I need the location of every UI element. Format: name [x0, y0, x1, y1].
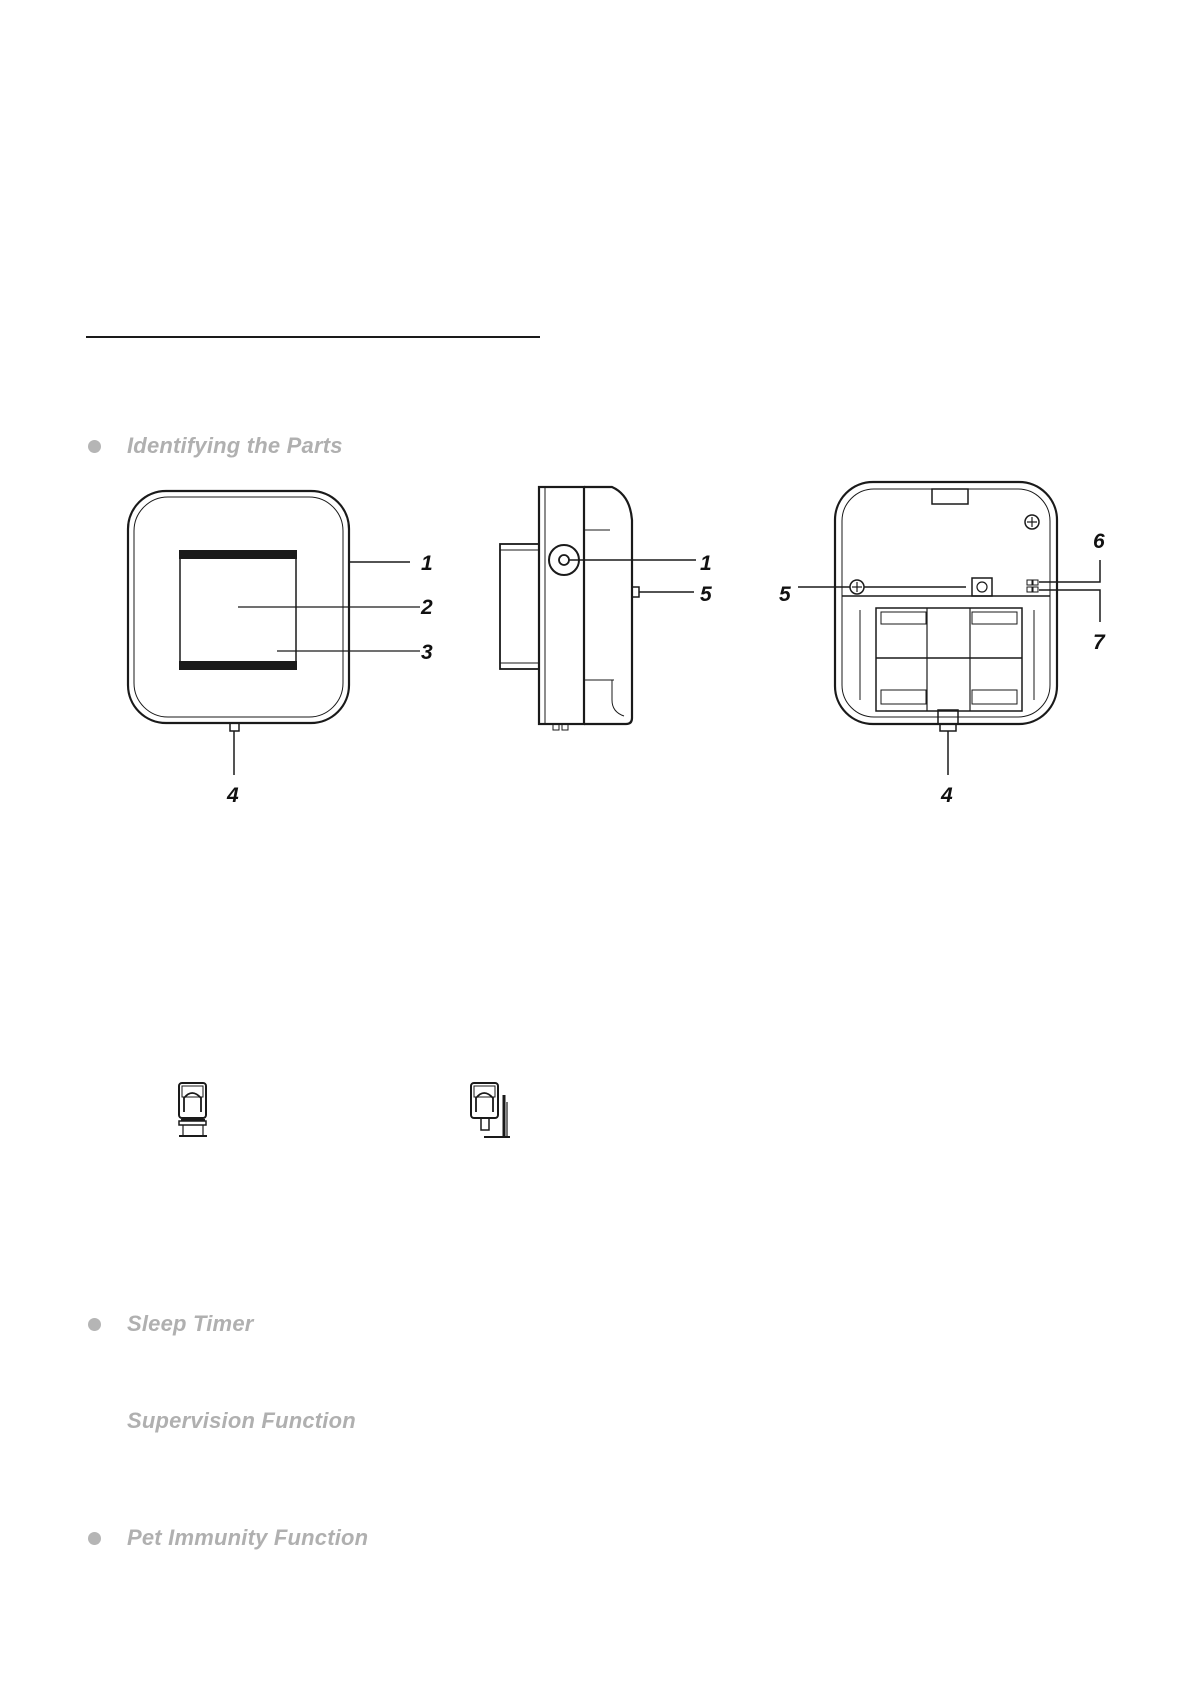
callout-label: 1	[421, 552, 433, 575]
callout-label: 4	[227, 784, 239, 807]
callout-label: 4	[941, 784, 953, 807]
callout-label: 5	[779, 583, 791, 606]
callout-label: 7	[1093, 631, 1105, 654]
side-view-drawing	[500, 487, 696, 730]
heading-pet-immunity: Pet Immunity Function	[127, 1525, 369, 1550]
front-view-drawing	[128, 491, 420, 775]
callout-label: 3	[421, 641, 433, 664]
heading-supervision: Supervision Function	[127, 1408, 356, 1433]
corner-mount-icon	[471, 1083, 510, 1137]
callout-label: 6	[1093, 530, 1105, 553]
bullet-icon	[88, 1318, 101, 1331]
bullet-icon	[88, 1532, 101, 1545]
callout-label: 5	[700, 583, 712, 606]
heading-sleep-timer: Sleep Timer	[127, 1311, 254, 1336]
section-heading-sleep-timer	[88, 1309, 254, 1339]
heading-identifying-parts: Identifying the Parts	[127, 433, 343, 458]
callout-label: 2	[421, 596, 433, 619]
flat-mount-icon	[179, 1083, 207, 1136]
section-heading-pet-immunity	[88, 1523, 368, 1553]
back-view-drawing	[798, 482, 1100, 775]
section-heading-supervision	[88, 1406, 356, 1436]
callout-label: 1	[700, 552, 712, 575]
